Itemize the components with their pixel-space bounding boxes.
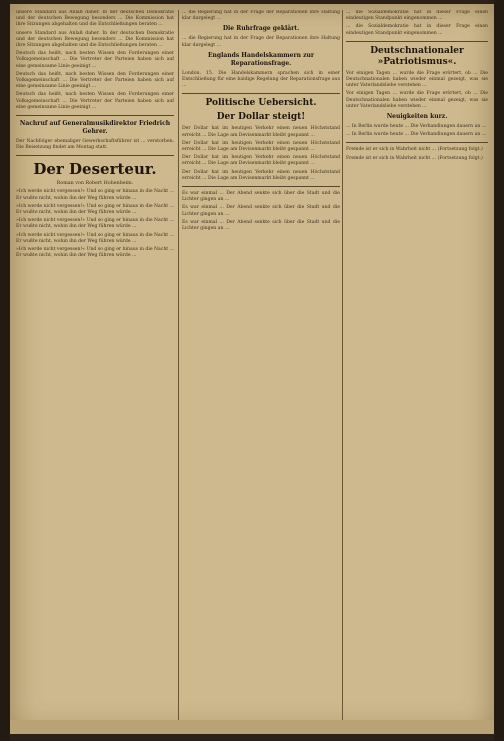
- ruhr-heading: Die Ruhrfrage geklärt.: [222, 25, 300, 33]
- col1-middle-text-3: Deutsch das heißt, nach besten Wissen den Forderungen einer Volksgemeinschaft ... Die Vertreter der Parteien haben sich auf eine gemeinsame Linie geeinigt ...: [16, 92, 174, 110]
- politics-heading: Politische Uebersicht.: [205, 98, 317, 109]
- dollar-body-3: Der Dollar hat im heutigen Verkehr einen neuen Höchststand erreicht ... Die Lage am Devisenmarkt bleibt gespannt ...: [182, 155, 340, 167]
- divider: [16, 155, 174, 156]
- serial-body: »Ich werde nicht vergessen!« Und so ging er hinaus in die Nacht ... Er wußte nicht, wohin ihn der Weg führen würde ...: [16, 189, 174, 201]
- column-middle: [182, 10, 340, 728]
- england-text: London, 15. Die Handelskammern sprachen sich in einer Entschließung für eine baldige Regelung der Reparationsfrage aus ...: [182, 70, 340, 89]
- col1-top-text: unsere Standard aus Anlaß daher. In der deutschen Demokratie und der deutschen Bewegung besonders ... Die Kommission hat ihre Sitzungen abgehalten und die Entschließungen beraten ...: [16, 10, 174, 28]
- divider: [182, 186, 340, 187]
- col2-bottom-text-3: Es war einmal ... Der Abend senkte sich über die Stadt und die Lichter gingen an ...: [182, 219, 340, 232]
- col2-top-text-2: ... die Regierung hat in der Frage der Reparationen ihre Haltung klar dargelegt ...: [182, 36, 340, 48]
- notice-heading: Nachruf auf Generalmusikdirektor Friedrich Gehrer.: [19, 120, 171, 136]
- news-body-2: ... In Berlin wurde heute ... Die Verhandlungen dauern an ...: [346, 132, 487, 138]
- dollar-body: Der Dollar hat im heutigen Verkehr einen neuen Höchststand erreicht ... Die Lage am Devisenmarkt bleibt gespannt ...: [182, 126, 340, 138]
- col1-middle-text-2: Deutsch das heißt, nach besten Wissen den Forderungen einer Volksgemeinschaft ... Die Vertreter der Parteien haben sich auf eine gemeinsame Linie geeinigt ...: [16, 71, 174, 90]
- dollar-body-2: Der Dollar hat im heutigen Verkehr einen neuen Höchststand erreicht ... Die Lage am Devisenmarkt bleibt gespannt ...: [182, 140, 340, 153]
- col3-top-text: ... die Sozialdemokratie hat in dieser Frage einen eindeutigen Standpunkt eingenommen ...: [346, 10, 488, 22]
- col3-bottom-text-2: Fremde ist er sich in Wahrheit nicht ... (Fortsetzung folgt.): [346, 155, 483, 161]
- col1-top-text-2: unsere Standard aus Anlaß daher. In der deutschen Demokratie und der deutschen Bewegung besonders ... Die Kommission hat ihre Sitzungen abgehalten und die Entschließungen beraten ...: [16, 30, 174, 49]
- serial-body-5: »Ich werde nicht vergessen!« Und so ging er hinaus in die Nacht ... Er wußte nicht, wohin ihn der Weg führen würde ...: [16, 247, 174, 259]
- divider: [182, 93, 340, 94]
- divider: [16, 115, 174, 116]
- scan-border-right: [494, 0, 504, 741]
- patriotism-body: Vor einigen Tagen ... wurde die Frage erörtert, ob ... Die Deutschnationalen haben wieder einmal gezeigt, was sie unter Vaterlandsliebe verstehen ...: [346, 70, 488, 89]
- column-left: [16, 10, 174, 728]
- page-bottom-edge: [10, 720, 494, 734]
- england-heading: Englands Handelskammern zur Reparationsfrage.: [207, 51, 314, 67]
- dollar-body-4: Der Dollar hat im heutigen Verkehr einen neuen Höchststand erreicht ... Die Lage am Devisenmarkt bleibt gespannt ...: [182, 169, 340, 181]
- serial-subheading: Roman von Robert Hohenheim.: [56, 181, 134, 187]
- news-body: ... In Berlin wurde heute ... Die Verhandlungen dauern an ...: [346, 124, 487, 130]
- column-rule-1: [178, 10, 179, 728]
- serial-body-2: »Ich werde nicht vergessen!« Und so ging er hinaus in die Nacht ... Er wußte nicht, wohin ihn der Weg führen würde ...: [16, 203, 174, 216]
- serial-heading: Der Deserteur.: [33, 160, 157, 179]
- notice-text: Der Nachfolger ehemaliger Gewerkschaftsführer ist ... verstorben. Die Beisetzung findet am Montag statt.: [16, 139, 174, 151]
- column-right: [346, 10, 488, 728]
- news-heading: Neuigkeiten kurz.: [386, 113, 448, 121]
- col3-bottom-text: Fremde ist er sich in Wahrheit nicht ... (Fortsetzung folgt.): [346, 147, 483, 153]
- divider: [346, 142, 488, 143]
- col2-top-text: ... die Regierung hat in der Frage der Reparationen ihre Haltung klar dargelegt ...: [182, 10, 340, 22]
- col2-bottom-text: Es war einmal ... Der Abend senkte sich über die Stadt und die Lichter gingen an ...: [182, 191, 340, 203]
- patriotism-heading: Deutschnationaler »Patriotismus«.: [370, 45, 464, 67]
- col2-bottom-text-2: Es war einmal ... Der Abend senkte sich über die Stadt und die Lichter gingen an ...: [182, 205, 340, 217]
- patriotism-body-2: Vor einigen Tagen ... wurde die Frage erörtert, ob ... Die Deutschnationalen haben wieder einmal gezeigt, was sie unter Vaterlandsliebe verstehen ...: [346, 91, 488, 109]
- dollar-heading: Der Dollar steigt!: [216, 112, 306, 123]
- col1-middle-text: Deutsch das heißt, nach besten Wissen den Forderungen einer Volksgemeinschaft ... Die Vertreter der Parteien haben sich auf eine gemeinsame Linie geeinigt ...: [16, 51, 174, 69]
- column-rule-2: [342, 10, 343, 728]
- newspaper-page: [10, 4, 494, 734]
- serial-body-4: »Ich werde nicht vergessen!« Und so ging er hinaus in die Nacht ... Er wußte nicht, wohin ihn der Weg führen würde ...: [16, 232, 174, 244]
- serial-body-3: »Ich werde nicht vergessen!« Und so ging er hinaus in die Nacht ... Er wußte nicht, wohin ihn der Weg führen würde ...: [16, 218, 174, 230]
- divider: [346, 41, 488, 42]
- col3-top-text-2: ... die Sozialdemokratie hat in dieser Frage einen eindeutigen Standpunkt eingenommen ...: [346, 24, 488, 36]
- scan-border-left: [0, 0, 10, 741]
